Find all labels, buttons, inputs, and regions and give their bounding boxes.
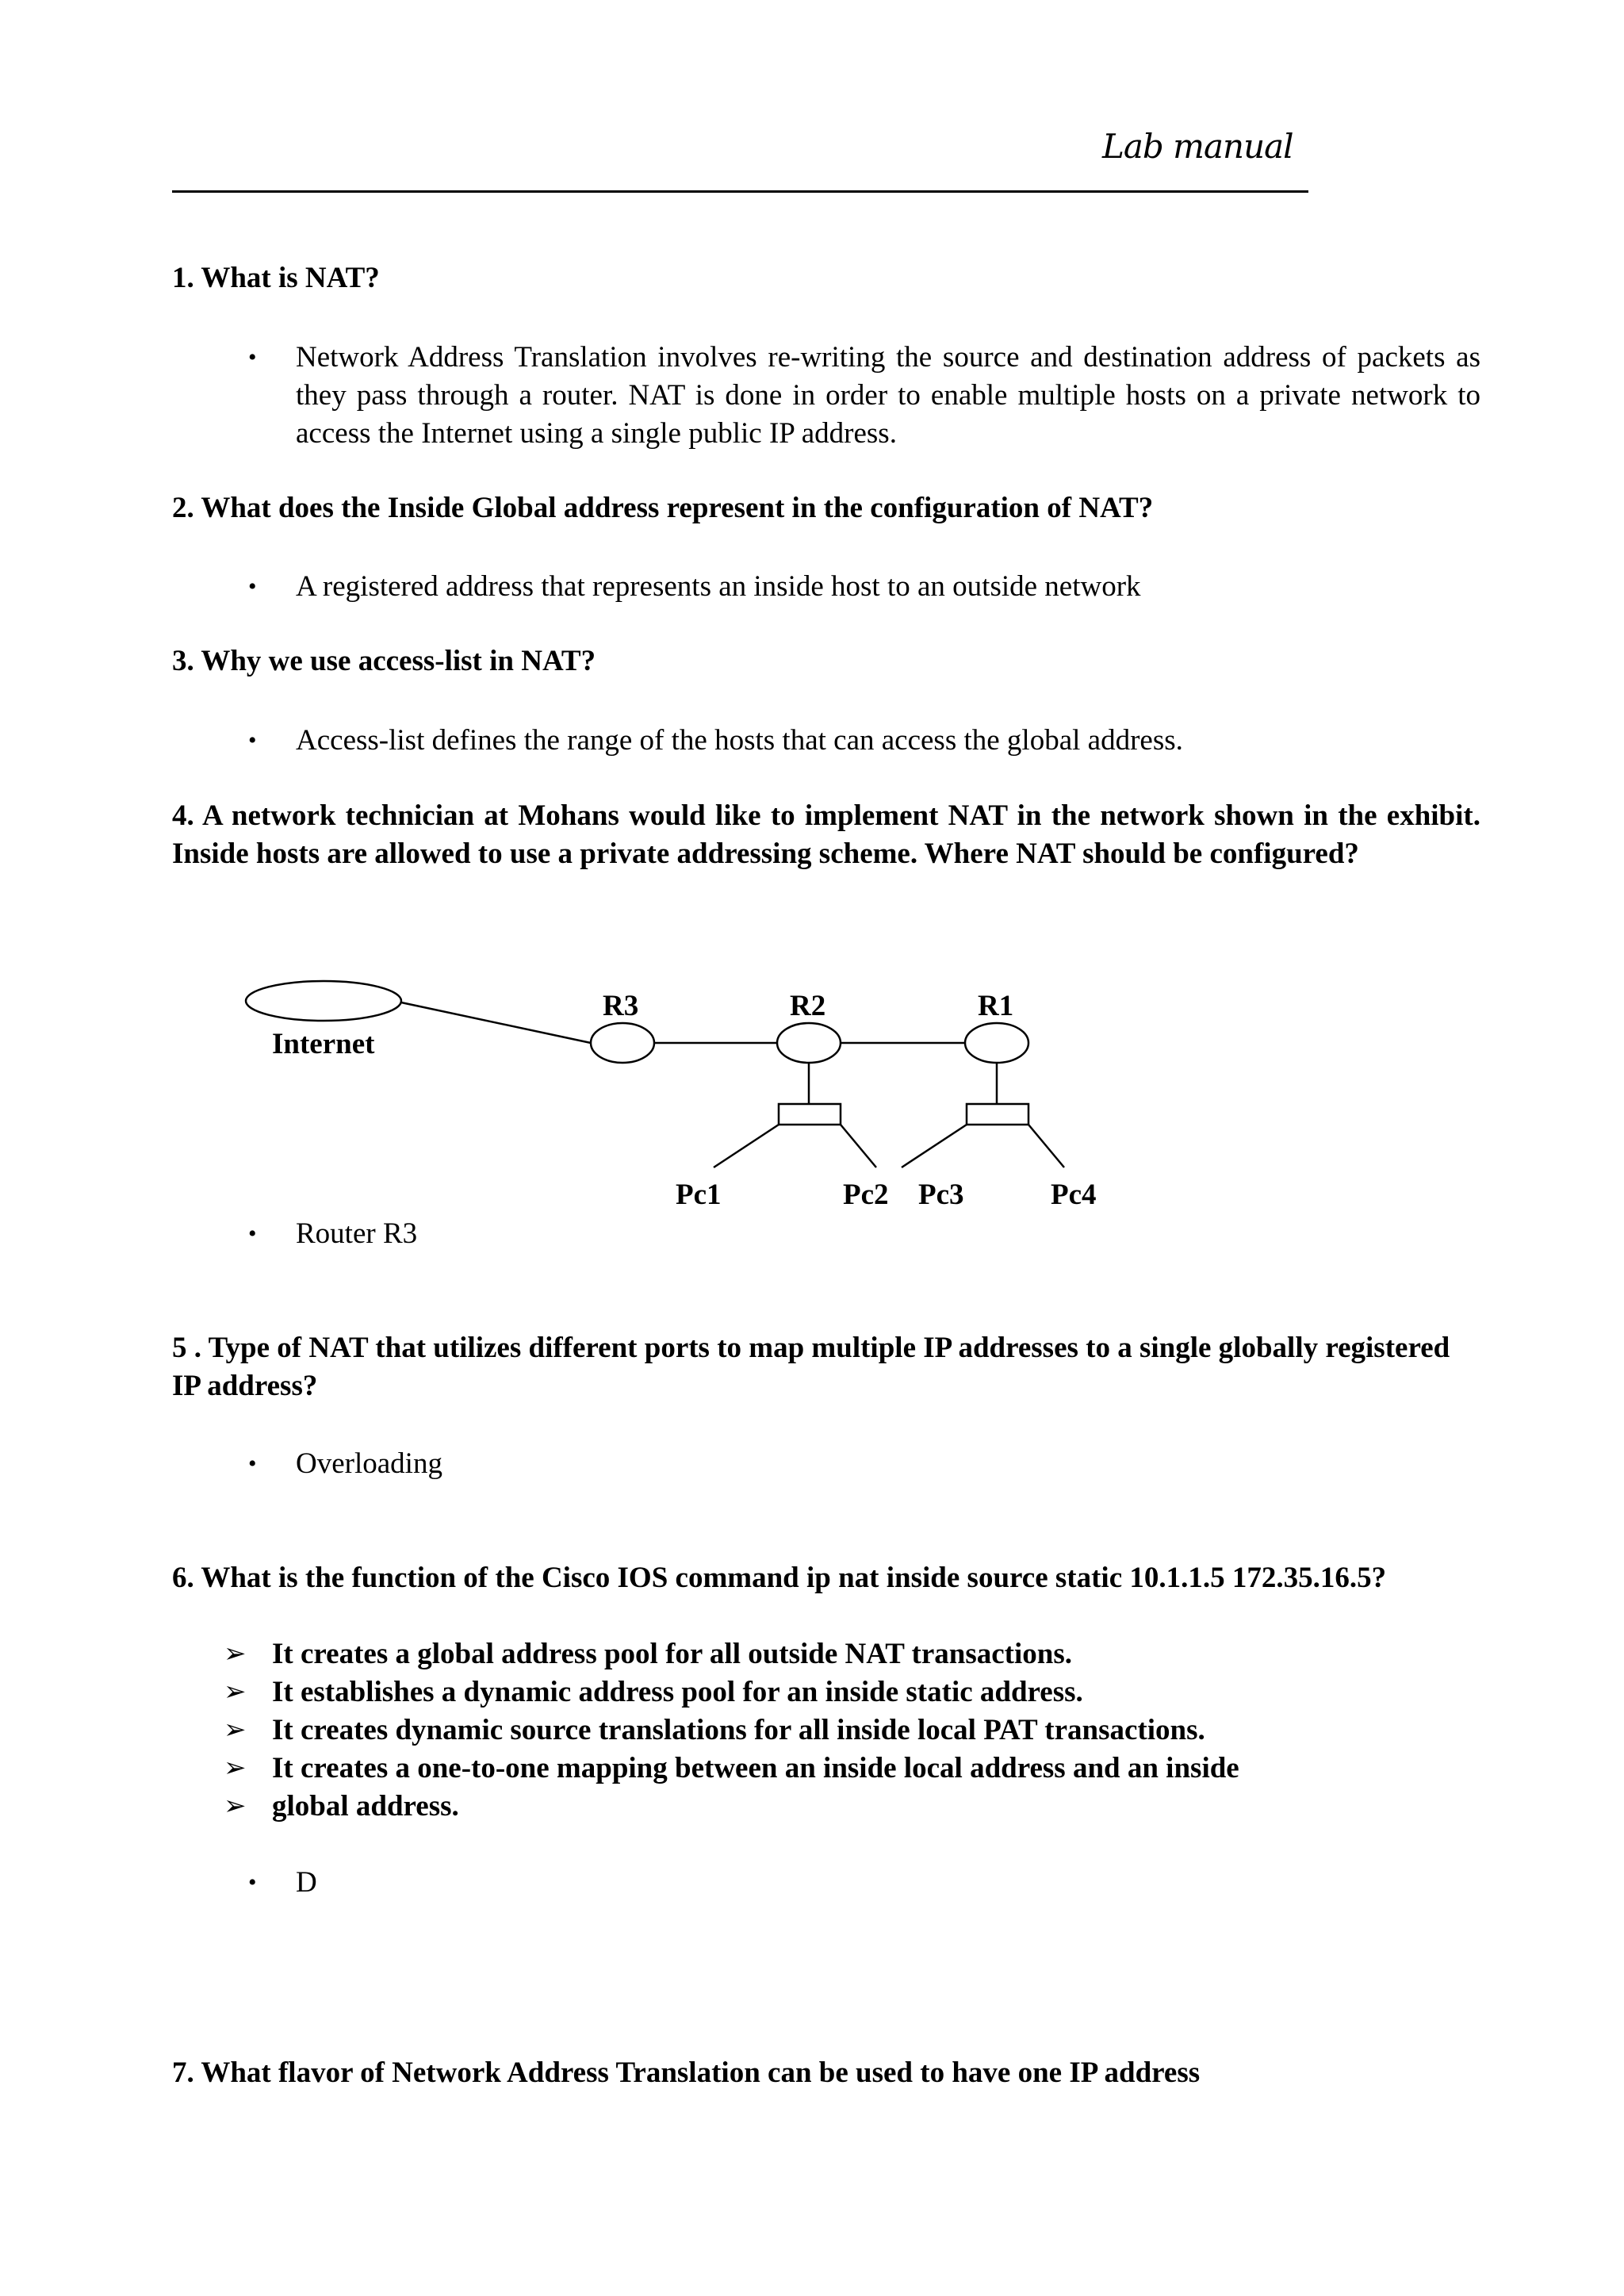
router-label-r1: R1 bbox=[978, 990, 1014, 1022]
option-5: global address. bbox=[272, 1790, 459, 1823]
question-5: 5 . Type of NAT that utilizes different ports to map multiple IP addresses to a single globally registered IP address? bbox=[172, 1332, 1450, 1402]
pc-label-pc3: Pc3 bbox=[918, 1179, 964, 1211]
link-switch-pc1 bbox=[714, 1125, 779, 1167]
internet-label: Internet bbox=[272, 1028, 375, 1060]
answer-1: Network Address Translation involves re-writing the source and destination address of packets as they pass through a router. NAT is done in order to enable multiple hosts on a private network to access the Internet using a single public IP address. bbox=[296, 341, 1480, 450]
answer-2: A registered address that represents an inside host to an outside network bbox=[296, 570, 1141, 603]
router-r2 bbox=[777, 1023, 841, 1063]
link-switch-pc2 bbox=[841, 1125, 876, 1167]
answer-5-bullet: • bbox=[248, 1451, 257, 1477]
option-marker: ➢ bbox=[224, 1677, 247, 1707]
question-2: 2. What does the Inside Global address represent in the configuration of NAT? bbox=[172, 492, 1154, 524]
answer-4: Router R3 bbox=[296, 1217, 418, 1250]
pc-label-pc2: Pc2 bbox=[843, 1179, 889, 1211]
question-1: 1. What is NAT? bbox=[172, 262, 380, 294]
question-6: 6. What is the function of the Cisco IOS command ip nat inside source static 10.1.1.5 172.35.16.5? bbox=[172, 1562, 1387, 1594]
switch-r2 bbox=[779, 1104, 841, 1125]
answer-6-bullet: • bbox=[248, 1869, 257, 1895]
question-4: 4. A network technician at Mohans would like to implement NAT in the network shown in the exhibit. Inside hosts are allowed to use a private addressing scheme. Where NAT should be configured? bbox=[172, 799, 1480, 870]
question-7: 7. What flavor of Network Address Translation can be used to have one IP address bbox=[172, 2056, 1201, 2089]
answer-3: Access-list defines the range of the hosts that can access the global address. bbox=[296, 724, 1183, 757]
answer-1-bullet: • bbox=[248, 344, 257, 370]
link-switch-pc3 bbox=[902, 1125, 967, 1167]
router-r3 bbox=[591, 1023, 654, 1063]
option-4: It creates a one-to-one mapping between an inside local address and an inside bbox=[272, 1752, 1239, 1784]
question-3: 3. Why we use access-list in NAT? bbox=[172, 645, 596, 677]
option-3: It creates dynamic source translations for all inside local PAT transactions. bbox=[272, 1714, 1205, 1746]
pc-label-pc4: Pc4 bbox=[1051, 1179, 1097, 1211]
option-marker: ➢ bbox=[224, 1792, 247, 1821]
option-2: It establishes a dynamic address pool for an inside static address. bbox=[272, 1676, 1083, 1708]
router-label-r2: R2 bbox=[790, 990, 826, 1022]
option-marker: ➢ bbox=[224, 1715, 247, 1745]
router-r1 bbox=[965, 1023, 1028, 1063]
option-marker: ➢ bbox=[224, 1639, 247, 1669]
router-label-r3: R3 bbox=[603, 990, 639, 1022]
answer-5: Overloading bbox=[296, 1447, 442, 1480]
link-internet-r3 bbox=[401, 1002, 591, 1043]
internet-cloud bbox=[246, 981, 401, 1021]
answer-6: D bbox=[296, 1866, 317, 1899]
answer-4-bullet: • bbox=[248, 1221, 257, 1247]
page-header-title: Lab manual bbox=[1102, 127, 1293, 166]
switch-r1 bbox=[967, 1104, 1028, 1125]
option-1: It creates a global address pool for all outside NAT transactions. bbox=[272, 1638, 1072, 1670]
link-switch-pc4 bbox=[1028, 1125, 1064, 1167]
answer-2-bullet: • bbox=[248, 573, 257, 600]
option-marker: ➢ bbox=[224, 1754, 247, 1783]
pc-label-pc1: Pc1 bbox=[676, 1179, 722, 1211]
answer-3-bullet: • bbox=[248, 727, 257, 753]
